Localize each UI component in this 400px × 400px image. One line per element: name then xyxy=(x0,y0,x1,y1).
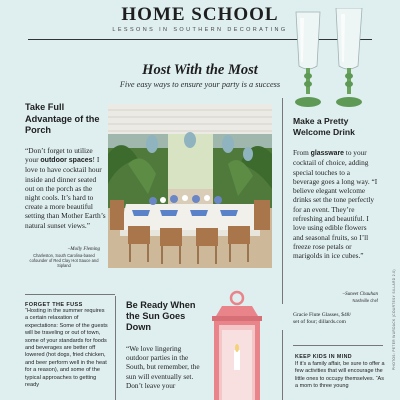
forget-the-fuss-heading: FORGET THE FUSS xyxy=(25,302,83,308)
forget-the-fuss-body: “Hosting in the summer requires a certain relaxation of expectations: Some of the guests will be traveling or out of town, some of your standards for foods and beverages are better off lowered (hot dogs, fried chicken, and beer perform well in the heat for a reason), and some of the typical approaches to getting ready xyxy=(25,308,108,389)
pink-lantern-image xyxy=(198,290,276,400)
article-dek: Five easy ways to ensure your party is a success xyxy=(119,80,281,89)
welcome-drink-attribution-detail: Nashville chef xyxy=(352,298,378,303)
flute-glass-right xyxy=(336,8,362,107)
photo-credit: PHOTOS: PETER WURDACK (COURTESY SILLARD 2.0) xyxy=(392,269,396,370)
article-headline: Host With the Most xyxy=(142,62,258,78)
porch-attribution-detail: Charleston, South Carolina-based cofounder of Red Clay Hot Sauce and Sipland xyxy=(29,253,99,268)
flute-glasses-image xyxy=(290,8,370,110)
product-credit-line2: set of four; dillards.com xyxy=(293,319,346,325)
masthead-subtitle: LESSONS IN SOUTHERN DECORATING xyxy=(112,27,288,33)
section-rule-fuss xyxy=(25,294,115,295)
product-credit-line1: Gracie Flute Glasses, $48/ xyxy=(293,312,352,318)
porch-heading: Take Full Advantage of the Porch xyxy=(25,102,100,135)
porch-dinner-photo xyxy=(108,104,272,268)
keep-kids-in-mind-body: If it’s a family affair, be sure to offer a few activities that will encourage the little ones to occupy themselves. “As a mom to three young xyxy=(295,361,385,389)
porch-attribution-name: –Molly Fleming xyxy=(67,247,100,252)
sun-goes-down-heading: Be Ready When the Sun Goes Down xyxy=(126,300,196,332)
column-divider-right xyxy=(282,98,283,304)
column-divider-bottom-right xyxy=(282,330,283,400)
keep-kids-in-mind-heading: KEEP KIDS IN MIND xyxy=(295,354,353,360)
masthead-title: HOME SCHOOL xyxy=(121,4,279,25)
product-credit xyxy=(293,312,378,326)
welcome-drink-body: From glassware to your cocktail of choice, adding special touches to a beverage goes a long way. “I believe elegant welcome drinks set the tone perfectly for an event. They’re refreshing and beautiful. I love using edible flowers and seasonal fruits, so I’ll freeze rose petals or marigolds in ice cubes.” xyxy=(293,148,378,261)
porch-quote: “Don’t forget to utilize your outdoor spaces! I love to have cocktail hour inside and dinner seated out on the porch as the night cools. It’s hard to create a more beautiful setting than Mother Earth’s natural sunset views.” xyxy=(25,146,106,230)
welcome-drink-heading: Make a Pretty Welcome Drink xyxy=(293,116,355,137)
section-rule-kids xyxy=(293,345,383,346)
sun-goes-down-body: “We love lingering outdoor parties in the South, but remember, the sun will eventually set. Don’t leave your xyxy=(126,344,200,390)
flute-glass-left xyxy=(295,12,321,107)
column-divider-bottom-left xyxy=(115,296,116,400)
welcome-drink-attribution-name: –Suneet Chauhan xyxy=(342,292,378,297)
